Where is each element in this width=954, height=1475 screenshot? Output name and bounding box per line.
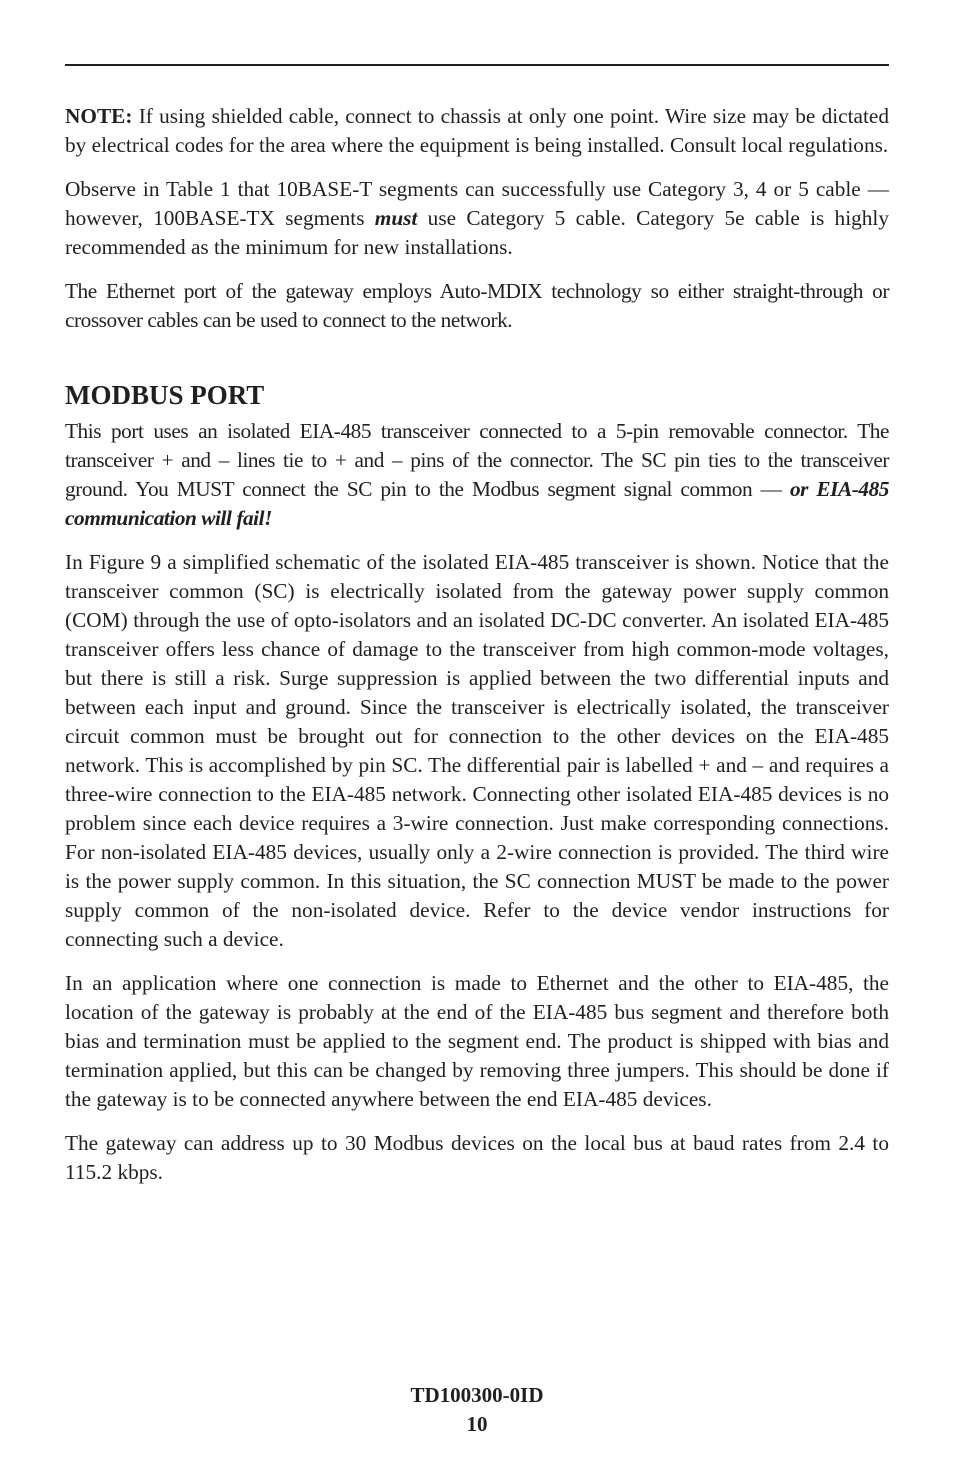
application-paragraph: In an application where one connection is made to Ethernet and the other to EIA-485, the location of the gateway is probably at the end of the EIA-485 bus segment and therefore both bias and termination must be applied to the segment end. The product is shipped with bias and termination applied, but this can be changed by removing three jumpers. This should be done if the gateway is to be connected anywhere between the end EIA-485 devices. bbox=[65, 971, 889, 1111]
header-rule bbox=[65, 64, 889, 66]
modbus-intro-warning: or EIA-485 communication will fail! bbox=[65, 477, 889, 530]
footer-doc-code: TD100300-0ID bbox=[410, 1383, 544, 1407]
page-body bbox=[65, 102, 889, 1202]
footer-page-number: 10 bbox=[466, 1412, 488, 1436]
modbus-intro-paragraph bbox=[65, 417, 889, 533]
section-heading-modbus-port: MODBUS PORT bbox=[65, 380, 265, 410]
cable-category-paragraph bbox=[65, 175, 889, 262]
note-label: NOTE: bbox=[65, 104, 133, 128]
figure-schematic-paragraph: In Figure 9 a simplified schematic of the isolated EIA-485 transceiver is shown. Notice that the transceiver common (SC) is electrically isolated from the gateway power supply common (COM) through the use of opto-isolators and an isolated DC-DC converter. An isolated EIA-485 transceiver offers less chance of damage to the transceiver from high common-mode voltages, but there is still a risk. Surge suppression is applied between the two differential inputs and between each input and ground. Since the transceiver is electrically isolated, the transceiver circuit common must be brought out for connection to the other devices on the EIA-485 network. This is accomplished by pin SC. The differential pair is labelled + and – and requires a three-wire connection to the EIA-485 network. Connecting other isolated EIA-485 devices is no problem since each device requires a 3-wire connection. Just make corresponding connections. For non-isolated EIA-485 devices, usually only a 2-wire connection is provided. The third wire is the power supply common. In this situation, the SC connection MUST be made to the power supply common of the non-isolated device. Refer to the device vendor instructions for connecting such a device. bbox=[65, 550, 889, 951]
note-text: If using shielded cable, connect to chassis at only one point. Wire size may be dictated by electrical codes for the area where the equipment is being installed. Consult local regulations. bbox=[65, 104, 889, 157]
cable-emphasis: must bbox=[374, 206, 418, 230]
cable-text-before: Observe in Table 1 that 10BASE-T segments can successfully use Category 3, 4 or 5 cable — however, 100BASE-TX segments bbox=[65, 177, 889, 230]
note-paragraph bbox=[65, 102, 889, 160]
cable-text-after: use Category 5 cable. Category 5e cable is highly recommended as the minimum for new installations. bbox=[65, 206, 889, 259]
modbus-intro-text: This port uses an isolated EIA-485 transceiver connected to a 5-pin removable connector. The transceiver + and – lines tie to + and – pins of the connector. The SC pin ties to the transceiver ground. You MUST connect the SC pin to the Modbus segment signal common — bbox=[65, 419, 889, 501]
address-paragraph: The gateway can address up to 30 Modbus devices on the local bus at baud rates from 2.4 to 115.2 kbps. bbox=[65, 1131, 889, 1184]
auto-mdix-paragraph: The Ethernet port of the gateway employs Auto-MDIX technology so either straight-through or crossover cables can be used to connect to the network. bbox=[65, 279, 889, 332]
